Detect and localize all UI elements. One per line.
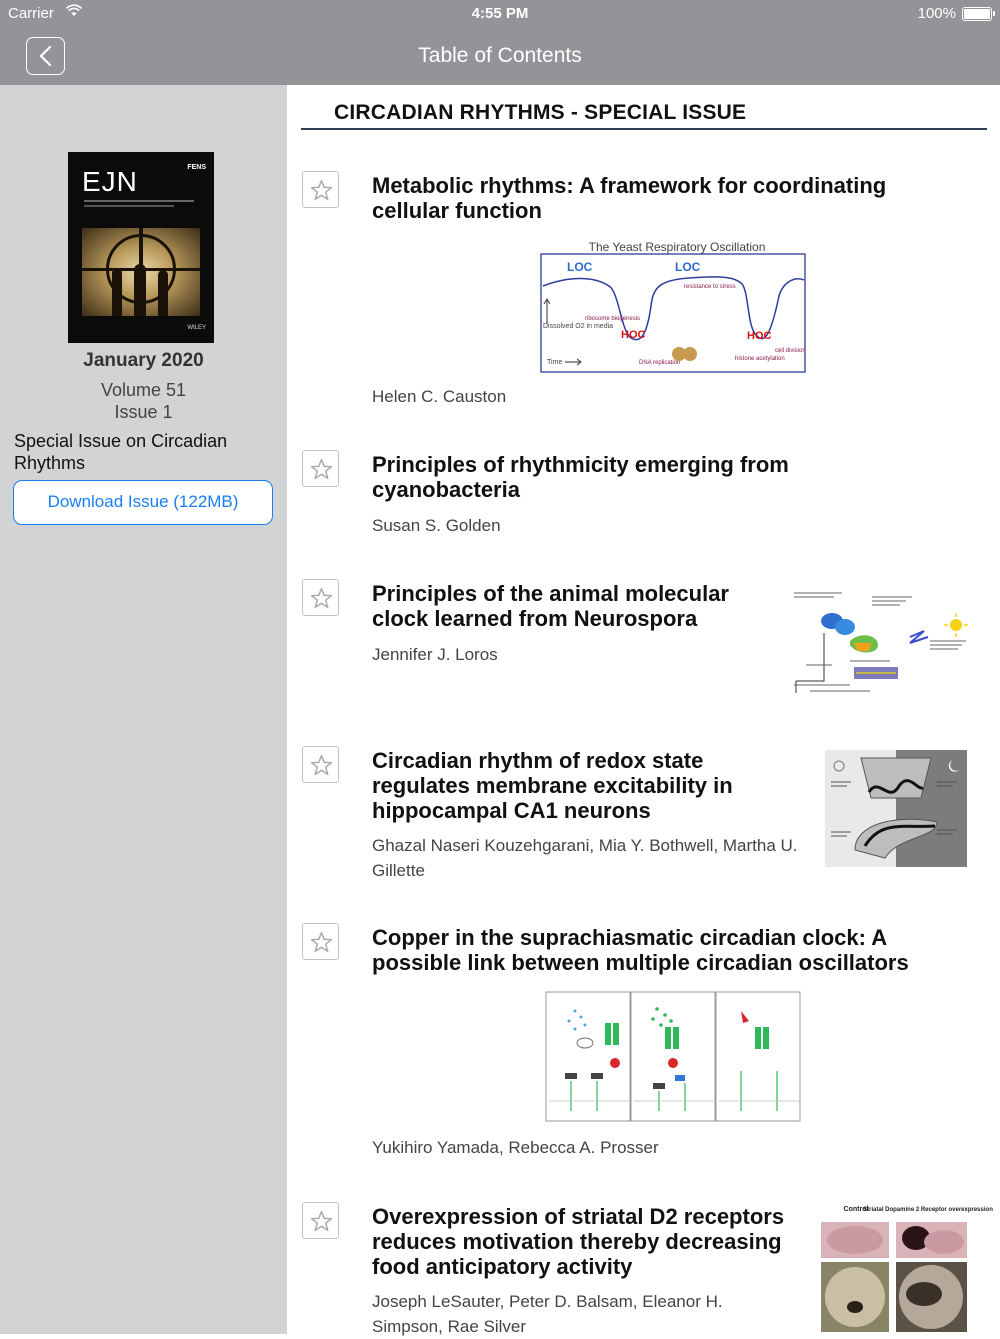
article-graphic[interactable] xyxy=(545,991,801,1122)
favorite-star-button[interactable] xyxy=(302,579,339,616)
star-icon xyxy=(309,1209,334,1234)
article-title[interactable]: Metabolic rhythms: A framework for coordinating cellular function xyxy=(372,173,887,223)
article-title[interactable]: Circadian rhythm of redox state regulates membrane excitability in hippocampal CA1 neurons xyxy=(372,748,733,823)
svg-text:ribosome biogenesis: ribosome biogenesis xyxy=(585,316,641,322)
svg-text:LOC: LOC xyxy=(567,260,593,274)
article-title[interactable]: Overexpression of striatal D2 receptors reduces motivation thereby decreasing food anticipatory activity xyxy=(372,1204,785,1279)
svg-text:DNA replication: DNA replication xyxy=(639,360,681,366)
favorite-star-button[interactable] xyxy=(302,1202,339,1239)
article-title[interactable]: Copper in the suprachiasmatic circadian clock: A possible link between multiple circadian oscillators xyxy=(372,925,909,975)
favorite-star-button[interactable] xyxy=(302,450,339,487)
svg-text:HOC: HOC xyxy=(747,330,772,342)
society-logo: FENS xyxy=(187,164,206,171)
svg-text:Dissolved O2 in media: Dissolved O2 in media xyxy=(543,323,614,330)
publisher-logo: WILEY xyxy=(187,325,206,331)
favorite-star-button[interactable] xyxy=(302,171,339,208)
article-authors: Helen C. Causton xyxy=(372,387,507,406)
star-icon xyxy=(309,753,334,778)
navigation-bar xyxy=(0,28,1000,85)
clock: 4:55 PM xyxy=(471,5,529,22)
article-authors: Joseph LeSauter, Peter D. Balsam, Eleanor H. Simpson, Rae Silver xyxy=(372,1292,723,1336)
article-graphic[interactable] xyxy=(539,236,807,373)
svg-text:resistance to stress: resistance to stress xyxy=(684,284,736,290)
svg-text:Striatal Dopamine 2 Receptor o: Striatal Dopamine 2 Receptor overexpression xyxy=(863,1207,993,1213)
issue-date: January 2020 xyxy=(83,350,204,371)
star-icon xyxy=(309,586,334,611)
carrier-label: Carrier xyxy=(8,5,54,22)
article-graphic[interactable] xyxy=(790,581,970,701)
battery-percent: 100% xyxy=(917,5,956,22)
section-heading: CIRCADIAN RHYTHMS - SPECIAL ISSUE xyxy=(334,101,747,124)
star-icon xyxy=(309,930,334,955)
favorite-star-button[interactable] xyxy=(302,923,339,960)
issue-sidebar xyxy=(0,85,287,1334)
article-authors: Ghazal Naseri Kouzehgarani, Mia Y. Bothwell, Martha U. Gillette xyxy=(372,836,798,880)
issue-cover-image[interactable] xyxy=(68,152,214,343)
page-title: Table of Contents xyxy=(418,44,582,67)
cover-artwork xyxy=(82,228,200,316)
table-of-contents xyxy=(287,85,1000,1334)
cover-subtitle-line xyxy=(84,200,194,202)
cover-subtitle-line xyxy=(84,205,174,207)
svg-text:The Yeast Respiratory Oscillat: The Yeast Respiratory Oscillation xyxy=(588,240,766,254)
svg-text:Control: Control xyxy=(843,1206,869,1213)
section-divider xyxy=(301,128,987,130)
svg-text:LOC: LOC xyxy=(675,260,701,274)
svg-text:HOC: HOC xyxy=(621,329,646,341)
star-icon xyxy=(309,457,334,482)
svg-text:histone acetylation: histone acetylation xyxy=(735,356,785,362)
issue-description: Special Issue on Circadian Rhythms xyxy=(14,431,228,473)
article-authors: Susan S. Golden xyxy=(372,516,501,535)
article-title[interactable]: Principles of rhythmicity emerging from cyanobacteria xyxy=(372,452,789,502)
favorite-star-button[interactable] xyxy=(302,746,339,783)
issue-volume: Volume 51 xyxy=(100,380,187,400)
article-authors: Jennifer J. Loros xyxy=(372,645,498,664)
article-authors: Yukihiro Yamada, Rebecca A. Prosser xyxy=(372,1138,659,1157)
download-issue-button[interactable]: Download Issue (122MB) xyxy=(13,480,273,525)
article-title[interactable]: Principles of the animal molecular clock learned from Neurospora xyxy=(372,581,729,631)
star-icon xyxy=(309,178,334,203)
article-graphic[interactable] xyxy=(825,750,967,867)
svg-text:Time: Time xyxy=(547,359,563,366)
article-graphic[interactable] xyxy=(820,1202,993,1334)
journal-logo: EJN xyxy=(82,166,138,197)
status-bar xyxy=(0,0,1000,28)
battery-icon xyxy=(962,7,992,21)
svg-text:cell division: cell division xyxy=(775,348,806,354)
issue-number: Issue 1 xyxy=(114,402,173,422)
